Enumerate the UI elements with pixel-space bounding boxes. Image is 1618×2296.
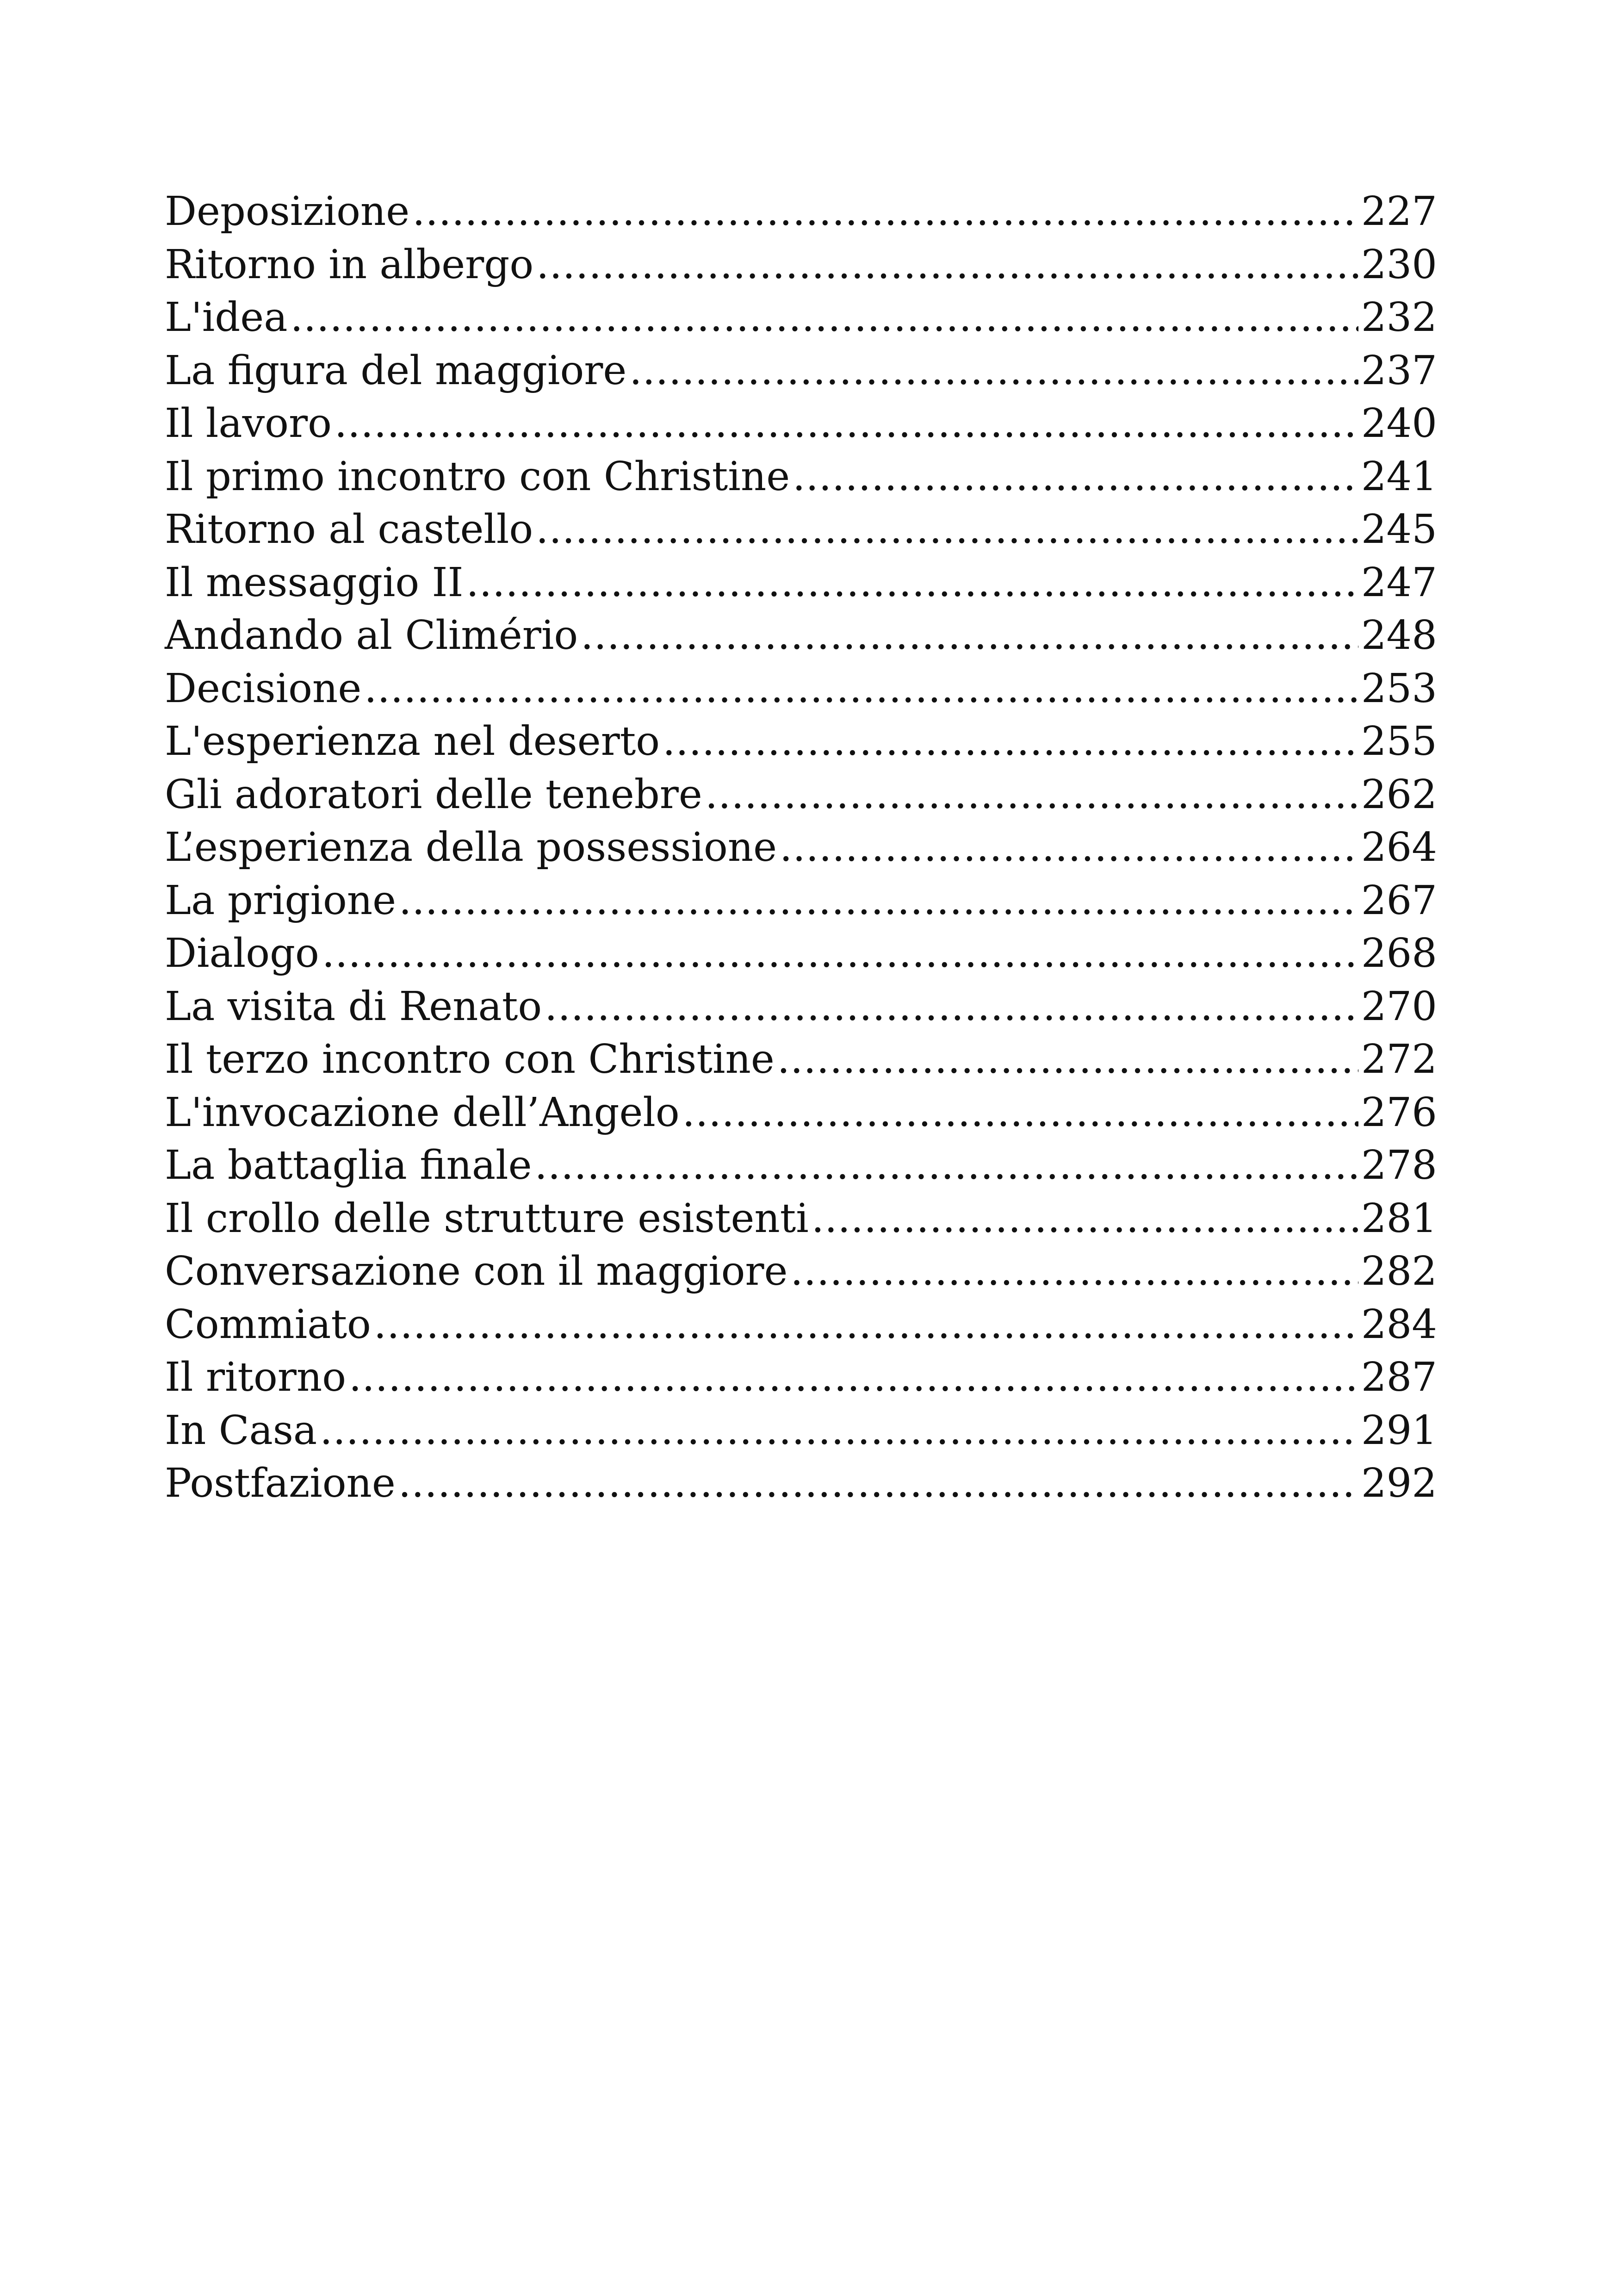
toc-entry-title: La prigione — [165, 877, 397, 924]
toc-entry-page: 227 — [1361, 188, 1437, 235]
toc-entry[interactable] — [165, 662, 1437, 716]
toc-entry[interactable] — [165, 1245, 1437, 1298]
toc-entry-page: 230 — [1361, 241, 1437, 288]
toc-entry-title: Postfazione — [165, 1460, 396, 1506]
toc-entry-page: 281 — [1361, 1195, 1437, 1242]
toc-entry-page: 240 — [1361, 400, 1437, 447]
toc-entry-title: Il lavoro — [165, 400, 332, 447]
toc-dot-leader — [682, 1086, 1358, 1139]
toc-dot-leader — [581, 609, 1358, 662]
toc-entry[interactable] — [165, 1404, 1437, 1457]
toc-entry[interactable] — [165, 556, 1437, 610]
toc-dot-leader — [349, 1351, 1358, 1404]
toc-entry-page: 253 — [1361, 665, 1437, 712]
toc-entry-title: Conversazione con il maggiore — [165, 1248, 788, 1294]
toc-entry-title: Gli adoratori delle tenebre — [165, 771, 702, 818]
toc-entry-title: Il primo incontro con Christine — [165, 453, 790, 500]
toc-dot-leader — [536, 503, 1358, 556]
toc-entry-page: 272 — [1361, 1036, 1437, 1083]
toc-entry[interactable] — [165, 1033, 1437, 1086]
toc-dot-leader — [322, 927, 1358, 980]
toc-entry[interactable] — [165, 291, 1437, 344]
toc-entry-page: 291 — [1361, 1407, 1437, 1454]
toc-entry[interactable] — [165, 185, 1437, 238]
toc-entry-page: 247 — [1361, 559, 1437, 606]
toc-entry-title: Il ritorno — [165, 1354, 347, 1400]
toc-entry[interactable] — [165, 1192, 1437, 1245]
toc-entry[interactable] — [165, 821, 1437, 874]
toc-dot-leader — [412, 185, 1358, 238]
toc-entry-title: L’esperienza della possessione — [165, 824, 777, 871]
toc-dot-leader — [536, 238, 1358, 292]
toc-dot-leader — [705, 768, 1358, 821]
toc-entry-title: Ritorno in albergo — [165, 241, 534, 288]
toc-dot-leader — [790, 1245, 1358, 1298]
toc-entry-page: 232 — [1361, 294, 1437, 341]
toc-entry-page: 255 — [1361, 718, 1437, 765]
toc-dot-leader — [545, 980, 1358, 1033]
toc-dot-leader — [399, 874, 1358, 927]
toc-entry-page: 276 — [1361, 1089, 1437, 1136]
toc-entry-title: Il messaggio II — [165, 559, 464, 606]
toc-entry-title: Andando al Climério — [165, 612, 578, 659]
toc-dot-leader — [364, 662, 1358, 716]
toc-entry-page: 245 — [1361, 506, 1437, 553]
toc-entry[interactable] — [165, 238, 1437, 292]
toc-entry-page: 292 — [1361, 1460, 1437, 1506]
toc-entry-page: 268 — [1361, 930, 1437, 977]
toc-entry[interactable] — [165, 1351, 1437, 1404]
toc-entry-title: L'invocazione dell’Angelo — [165, 1089, 680, 1136]
toc-dot-leader — [777, 1033, 1358, 1086]
toc-dot-leader — [663, 715, 1358, 768]
toc-dot-leader — [398, 1457, 1358, 1510]
toc-dot-leader — [535, 1139, 1358, 1192]
toc-entry-title: La visita di Renato — [165, 983, 542, 1030]
toc-entry-page: 264 — [1361, 824, 1437, 871]
toc-entry-title: La battaglia finale — [165, 1142, 532, 1188]
toc-entry-title: L'idea — [165, 294, 288, 341]
toc-dot-leader — [793, 450, 1358, 504]
toc-entry[interactable] — [165, 450, 1437, 504]
toc-entry-title: Ritorno al castello — [165, 506, 533, 553]
toc-entry-title: L'esperienza nel deserto — [165, 718, 660, 765]
toc-entry[interactable] — [165, 503, 1437, 556]
toc-dot-leader — [812, 1192, 1358, 1245]
toc-entry-title: Il crollo delle strutture esistenti — [165, 1195, 809, 1242]
toc-entry-title: La figura del maggiore — [165, 347, 627, 394]
toc-entry[interactable] — [165, 715, 1437, 768]
toc-entry-page: 270 — [1361, 983, 1437, 1030]
toc-entry[interactable] — [165, 397, 1437, 450]
toc-dot-leader — [780, 821, 1358, 874]
toc-entry-title: Commiato — [165, 1301, 371, 1348]
toc-entry[interactable] — [165, 1139, 1437, 1192]
toc-entry[interactable] — [165, 927, 1437, 980]
toc-entry-title: Deposizione — [165, 188, 410, 235]
toc-entry-title: Dialogo — [165, 930, 319, 977]
toc-entry[interactable] — [165, 874, 1437, 927]
toc-entry[interactable] — [165, 609, 1437, 662]
toc-entry-title: Il terzo incontro con Christine — [165, 1036, 775, 1083]
toc-dot-leader — [466, 556, 1358, 610]
toc-entry-page: 267 — [1361, 877, 1437, 924]
toc-entry-page: 248 — [1361, 612, 1437, 659]
toc-entry[interactable] — [165, 1457, 1437, 1510]
toc-entry-title: Decisione — [165, 665, 362, 712]
toc-entry[interactable] — [165, 1298, 1437, 1351]
toc-dot-leader — [335, 397, 1358, 450]
toc-dot-leader — [290, 291, 1358, 344]
toc-dot-leader — [320, 1404, 1358, 1457]
toc-entry[interactable] — [165, 1086, 1437, 1139]
toc-dot-leader — [629, 344, 1358, 398]
toc-entry[interactable] — [165, 344, 1437, 398]
toc-entry-page: 282 — [1361, 1248, 1437, 1294]
toc-entry[interactable] — [165, 768, 1437, 821]
toc-entry-page: 237 — [1361, 347, 1437, 394]
toc-entry-page: 262 — [1361, 771, 1437, 818]
toc-entry-page: 278 — [1361, 1142, 1437, 1188]
toc-entry-page: 287 — [1361, 1354, 1437, 1400]
toc-entry-title: In Casa — [165, 1407, 317, 1454]
toc-dot-leader — [374, 1298, 1358, 1351]
toc-entry[interactable] — [165, 980, 1437, 1033]
toc-entry-page: 284 — [1361, 1301, 1437, 1348]
table-of-contents — [165, 185, 1437, 1510]
toc-entry-page: 241 — [1361, 453, 1437, 500]
